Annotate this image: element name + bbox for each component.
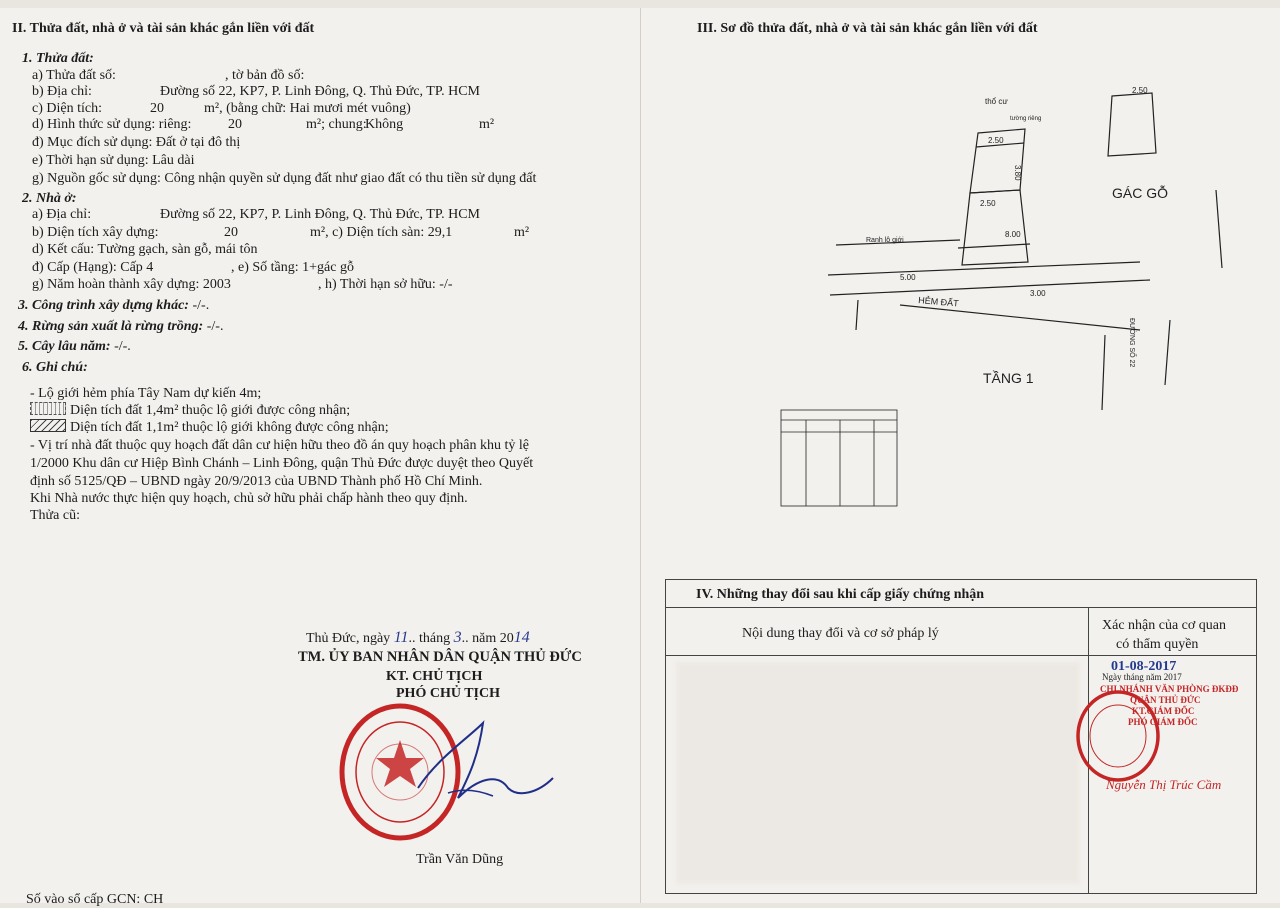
house-address-label: a) Địa chỉ: [32, 207, 92, 222]
section-iii-title: III. Sơ đồ thửa đất, nhà ở và tài sản khác gắn liền với đất [697, 21, 1038, 36]
dim-mid-width: 2.50 [980, 199, 996, 208]
land-use-shared-unit: m² [479, 117, 495, 132]
house-build-area-value: 20 [224, 225, 238, 240]
label-gac-go: GÁC GỖ [1112, 185, 1169, 201]
note-line: Diện tích đất 1,4m² thuộc lộ giới được công nhận; [30, 402, 350, 419]
note-line: định số 5125/QĐ – UBND ngày 20/9/2013 của UBND Thành phố Hồ Chí Minh. [30, 474, 483, 489]
sign-date: Thủ Đức, ngày 11.. tháng 3.. năm 2014 [306, 629, 530, 646]
house-heading: 2. Nhà ở: [22, 191, 77, 206]
redacted-content [676, 662, 1080, 884]
dim-380: 3.80 [1013, 165, 1022, 181]
land-address-value: Đường số 22, KP7, P. Linh Đông, Q. Thủ Đức, TP. HCM [160, 84, 480, 99]
land-purpose: đ) Mục đích sử dụng: Đất ở tại đô thị [32, 135, 241, 150]
dim-length: 8.00 [1005, 230, 1021, 239]
house-address-value: Đường số 22, KP7, P. Linh Đông, Q. Thủ Đức, TP. HCM [160, 207, 480, 222]
section-iv-title: IV. Những thay đổi sau khi cấp giấy chứng nhận [696, 587, 985, 602]
dim-500: 5.00 [900, 273, 916, 282]
note-line: Thửa cũ: [30, 508, 80, 523]
house-ownership-term: , h) Thời hạn sở hữu: -/- [318, 277, 453, 292]
stamp-line: KT.GIÁM ĐỐC [1132, 706, 1195, 716]
land-parcel-label: a) Thửa đất số: [32, 68, 116, 83]
label-duong: ĐƯỜNG SỐ 22 [1128, 318, 1135, 368]
registry-number: Số vào sổ cấp GCN: CH [26, 892, 164, 907]
perennial-trees: 5. Cây lâu năm: -/-. [18, 339, 131, 354]
house-floor-area-unit: m² [514, 225, 530, 240]
house-floors: , e) Số tầng: 1+gác gỗ [231, 260, 354, 275]
label-tang-1: TẦNG 1 [983, 370, 1034, 386]
label-tuong-rieng: tường riêng [1010, 116, 1042, 122]
col-change-content: Nội dung thay đổi và cơ sở pháp lý [742, 626, 939, 641]
planted-forest: 4. Rừng sản xuất là rừng trồng: -/-. [18, 319, 224, 334]
land-address-label: b) Địa chỉ: [32, 84, 92, 99]
land-area-value: 20 [150, 101, 164, 116]
sign-role-2: PHÓ CHỦ TỊCH [396, 686, 500, 701]
col-confirmation-line2: có thẩm quyền [1116, 637, 1199, 652]
notes-heading: 6. Ghi chú: [22, 360, 88, 375]
land-origin: g) Nguồn gốc sử dụng: Công nhận quyền sử dụng đất như giao đất có thu tiền sử dụng đất [32, 171, 537, 186]
changes-table [665, 579, 1257, 894]
stamp-line: Ngày tháng năm 2017 [1102, 672, 1182, 682]
signer-name: Trần Văn Dũng [416, 852, 504, 867]
note-line: Diện tích đất 1,1m² thuộc lộ giới không được công nhận; [30, 419, 389, 436]
land-duration: e) Thời hạn sử dụng: Lâu dài [32, 153, 195, 168]
note-line: Khi Nhà nước thực hiện quy hoạch, chủ sở hữu phải chấp hành theo quy định. [30, 491, 468, 506]
land-area-words: m², (bằng chữ: Hai mươi mét vuông) [204, 101, 411, 116]
stamp-line: PHÓ GIÁM ĐỐC [1128, 717, 1198, 727]
land-use-shared-value: Không [365, 117, 404, 132]
land-heading: 1. Thửa đất: [22, 51, 94, 66]
house-completion-year: g) Năm hoàn thành xây dựng: 2003 [32, 277, 231, 292]
label-hem-dat: HẺM ĐẤT [917, 295, 960, 309]
house-grade: đ) Cấp (Hạng): Cấp 4 [32, 260, 154, 275]
other-structures: 3. Công trình xây dựng khác: -/-. [18, 298, 210, 313]
land-map-sheet-label: , tờ bản đồ số: [225, 68, 305, 83]
label-lo-gioi: Ranh lộ giới [866, 237, 904, 244]
col-confirmation-line1: Xác nhận của cơ quan [1102, 618, 1227, 633]
agency-seal-icon [1072, 688, 1164, 784]
house-floor-area: m², c) Diện tích sàn: 29,1 [310, 225, 453, 240]
stamp-line: QUẬN THỦ ĐỨC [1130, 695, 1201, 705]
stamp-date: 01-08-2017 [1111, 659, 1177, 674]
dim-gac-width: 2.50 [1132, 86, 1148, 95]
sign-org: TM. ỦY BAN NHÂN DÂN QUẬN THỦ ĐỨC [298, 649, 582, 665]
land-use-private-value: 20 [228, 117, 242, 132]
note-line: - Vị trí nhà đất thuộc quy hoạch đất dân cư hiện hữu theo đồ án quy hoạch phân khu tỷ lệ [30, 438, 529, 453]
note-line: 1/2000 Khu dân cư Hiệp Bình Chánh – Linh Đông, quận Thủ Đức được duyệt theo Quyết [30, 456, 534, 471]
section-ii-title: II. Thửa đất, nhà ở và tài sản khác gắn liền với đất [12, 21, 315, 36]
house-build-area-label: b) Diện tích xây dựng: [32, 225, 159, 240]
dim-300: 3.00 [1030, 289, 1046, 298]
land-use-form-label: d) Hình thức sử dụng: riêng: [32, 117, 192, 132]
house-structure: d) Kết cấu: Tường gạch, sàn gỗ, mái tôn [32, 242, 258, 257]
note-line: - Lộ giới hẻm phía Tây Nam dự kiến 4m; [30, 386, 262, 401]
land-area-label: c) Diện tích: [32, 101, 102, 116]
label-tho-cu: thổ cư [985, 97, 1008, 106]
dim-upper-width: 2.50 [988, 136, 1004, 145]
stamp-line: CHI NHÁNH VĂN PHÒNG ĐKĐĐ [1100, 684, 1239, 694]
land-use-shared-label: m²; chung: [306, 117, 367, 132]
stamp-signer: Nguyễn Thị Trúc Cầm [1106, 777, 1222, 792]
sign-role-1: KT. CHỦ TỊCH [386, 669, 483, 684]
